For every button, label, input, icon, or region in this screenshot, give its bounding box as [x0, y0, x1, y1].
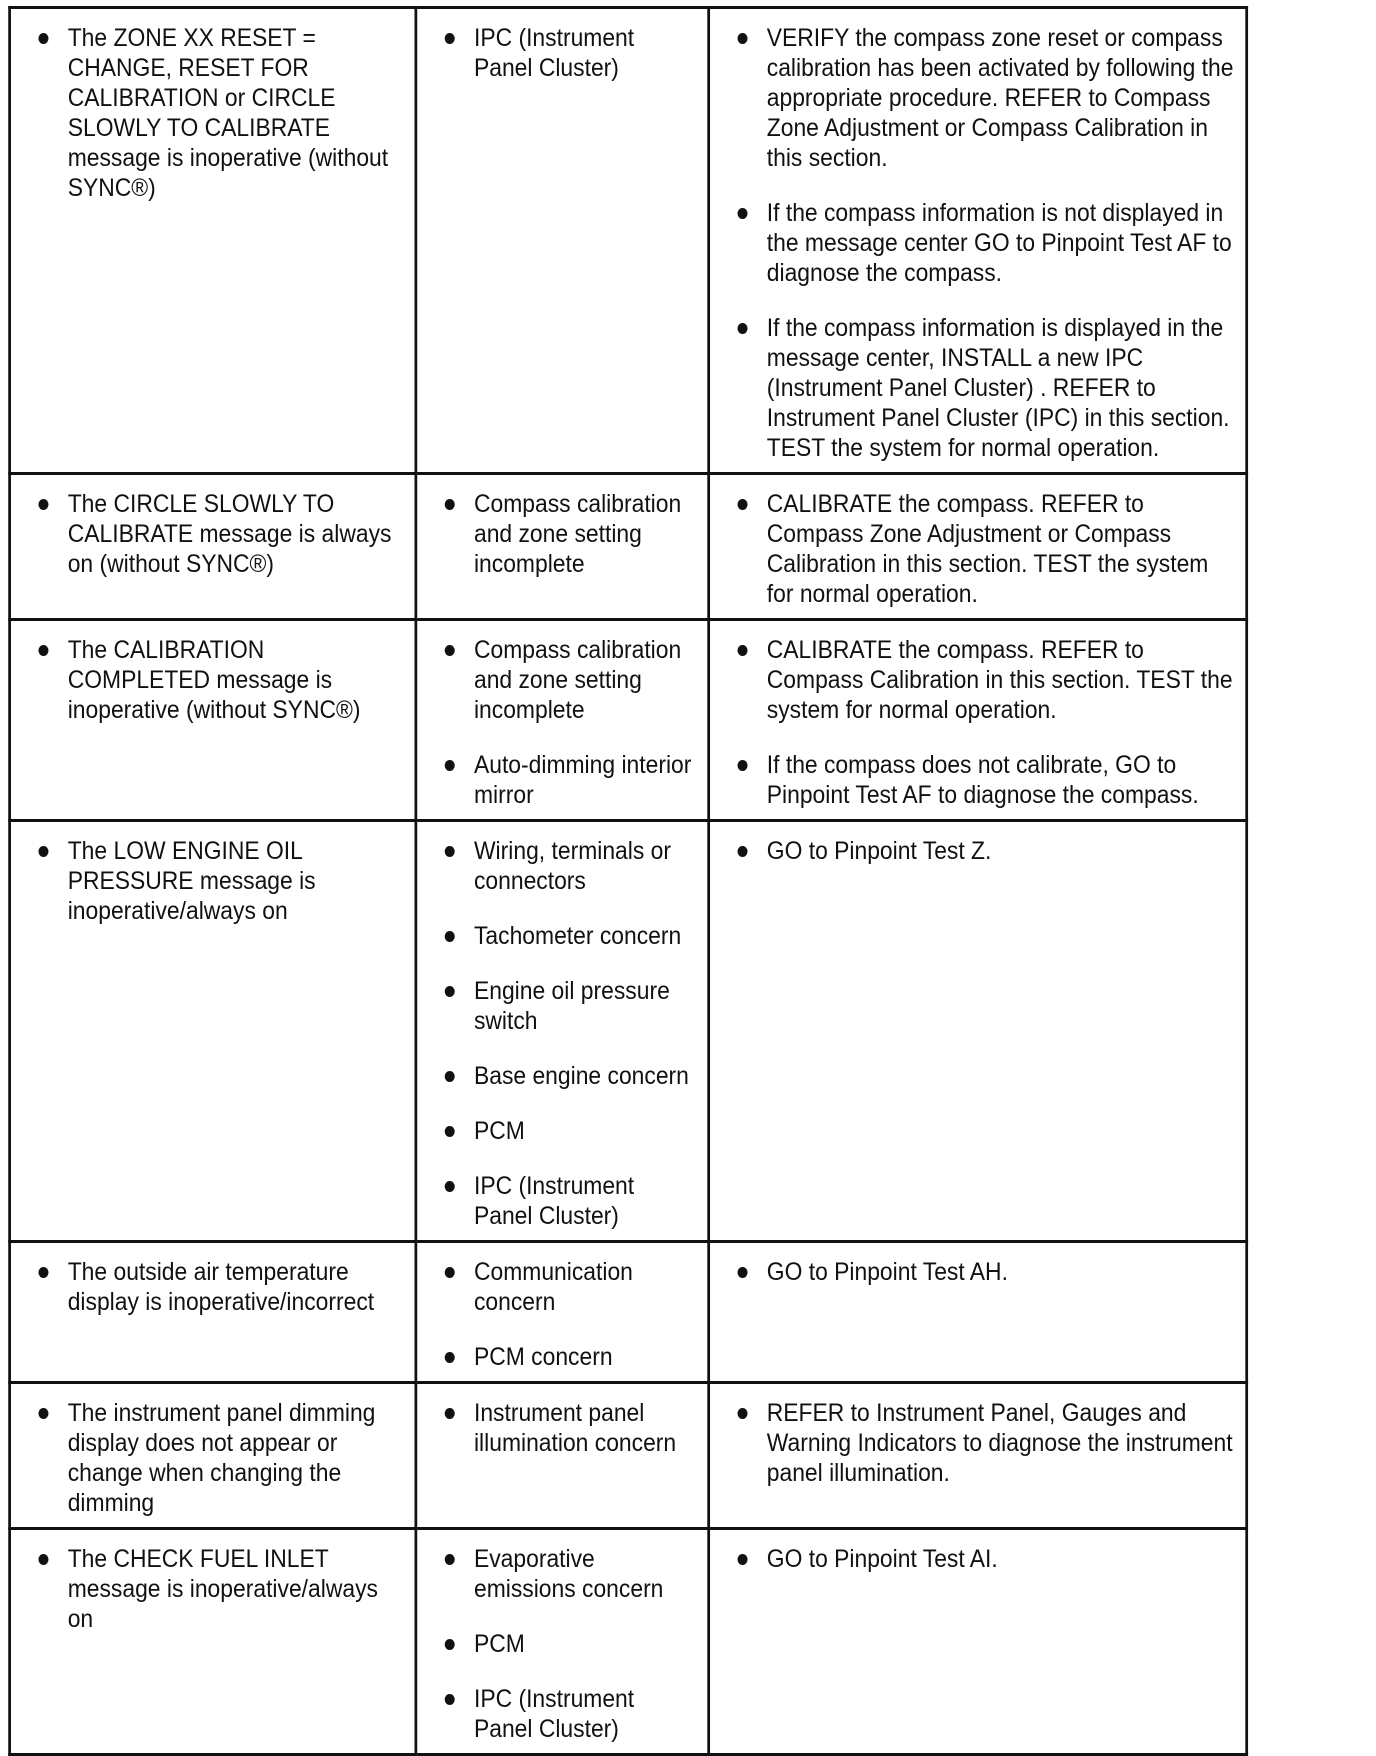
bullet-icon: [737, 1408, 747, 1419]
actions-list: [737, 1398, 1236, 1488]
bullet-icon: [445, 1126, 455, 1137]
bullet-icon: [737, 1554, 747, 1565]
item-text: IPC (Instrument Panel Cluster): [473, 24, 635, 82]
bullet-icon: [445, 986, 455, 997]
list-item: [38, 1257, 405, 1317]
table-row: [10, 1383, 1247, 1529]
causes-list: [445, 635, 698, 810]
possible-source-cell: [416, 1383, 709, 1529]
list-item: [38, 635, 405, 725]
bullet-icon: [445, 1181, 455, 1192]
symptom-chart-body: [10, 8, 1247, 1755]
list-item: [445, 1684, 698, 1744]
symptom-cell: [10, 474, 416, 620]
item-text: PCM concern: [473, 1343, 613, 1371]
item-text: IPC (Instrument Panel Cluster): [473, 1172, 635, 1230]
bullet-icon: [737, 645, 747, 656]
item-text: Instrument panel illumination concern: [473, 1399, 677, 1457]
list-item: [737, 1544, 1236, 1574]
table-row: [10, 8, 1247, 474]
table-row: [10, 821, 1247, 1242]
action-cell: [709, 821, 1247, 1242]
list-item: [445, 1061, 698, 1091]
symptom-list: [38, 1398, 405, 1518]
symptom-cell: [10, 1242, 416, 1383]
list-item: [737, 1257, 1236, 1287]
list-item: [38, 23, 405, 203]
symptom-cell: [10, 8, 416, 474]
list-item: [445, 921, 698, 951]
action-cell: [709, 8, 1247, 474]
bullet-icon: [737, 208, 747, 219]
list-item: [445, 1544, 698, 1604]
bullet-icon: [737, 846, 747, 857]
table-row: [10, 620, 1247, 821]
bullet-icon: [38, 1554, 48, 1565]
table-row: [10, 1242, 1247, 1383]
list-item: [445, 1257, 698, 1317]
item-text: Tachometer concern: [473, 922, 682, 950]
possible-source-cell: [416, 8, 709, 474]
item-text: If the compass information is not displayed in the message center GO to Pinpoint Test AF to diagnose the compass.: [766, 199, 1232, 287]
actions-list: [737, 836, 1236, 866]
list-item: [445, 750, 698, 810]
action-cell: [709, 474, 1247, 620]
list-item: [737, 313, 1236, 463]
action-cell: [709, 1529, 1247, 1755]
bullet-icon: [737, 499, 747, 510]
list-item: [737, 489, 1236, 609]
item-text: The CIRCLE SLOWLY TO CALIBRATE message is always on (without SYNC®): [67, 490, 392, 578]
symptom-list: [38, 836, 405, 926]
bullet-icon: [38, 1408, 48, 1419]
possible-source-cell: [416, 1529, 709, 1755]
bullet-icon: [445, 1554, 455, 1565]
bullet-icon: [445, 645, 455, 656]
bullet-icon: [38, 1267, 48, 1278]
table-row: [10, 474, 1247, 620]
bullet-icon: [445, 1639, 455, 1650]
bullet-icon: [737, 760, 747, 771]
item-text: Base engine concern: [473, 1062, 689, 1090]
item-text: IPC (Instrument Panel Cluster): [473, 1685, 635, 1743]
item-text: GO to Pinpoint Test AH.: [766, 1258, 1008, 1286]
table-row: [10, 1529, 1247, 1755]
symptom-list: [38, 1544, 405, 1634]
item-text: Communication concern: [473, 1258, 633, 1316]
item-text: If the compass does not calibrate, GO to Pinpoint Test AF to diagnose the compass.: [766, 751, 1199, 809]
list-item: [737, 836, 1236, 866]
bullet-icon: [38, 33, 48, 44]
bullet-icon: [445, 1694, 455, 1705]
item-text: PCM: [473, 1117, 525, 1145]
bullet-icon: [445, 33, 455, 44]
item-text: Compass calibration and zone setting incomplete: [473, 636, 682, 724]
list-item: [38, 1398, 405, 1518]
list-item: [737, 198, 1236, 288]
bullet-icon: [737, 33, 747, 44]
list-item: [737, 750, 1236, 810]
list-item: [445, 1398, 698, 1458]
item-text: Engine oil pressure switch: [473, 977, 670, 1035]
item-text: GO to Pinpoint Test Z.: [766, 837, 992, 865]
causes-list: [445, 1257, 698, 1372]
list-item: [737, 635, 1236, 725]
item-text: The instrument panel dimming display does not appear or change when changing the dimming: [67, 1399, 376, 1517]
symptom-list: [38, 23, 405, 203]
item-text: REFER to Instrument Panel, Gauges and Warning Indicators to diagnose the instrument panel illumination.: [766, 1399, 1233, 1487]
possible-source-cell: [416, 821, 709, 1242]
bullet-icon: [38, 499, 48, 510]
list-item: [38, 836, 405, 926]
item-text: CALIBRATE the compass. REFER to Compass Calibration in this section. TEST the system for normal operation.: [766, 636, 1233, 724]
item-text: Wiring, terminals or connectors: [473, 837, 671, 895]
symptom-list: [38, 1257, 405, 1317]
bullet-icon: [445, 1408, 455, 1419]
item-text: The CALIBRATION COMPLETED message is inoperative (without SYNC®): [67, 636, 361, 724]
item-text: GO to Pinpoint Test AI.: [766, 1545, 998, 1573]
symptom-chart-table: [8, 6, 1248, 1756]
list-item: [445, 1171, 698, 1231]
bullet-icon: [737, 323, 747, 334]
causes-list: [445, 23, 698, 83]
symptom-cell: [10, 620, 416, 821]
item-text: The CHECK FUEL INLET message is inoperative/always on: [67, 1545, 378, 1633]
causes-list: [445, 1544, 698, 1744]
causes-list: [445, 489, 698, 579]
list-item: [445, 1116, 698, 1146]
bullet-icon: [38, 645, 48, 656]
actions-list: [737, 1257, 1236, 1287]
symptom-list: [38, 489, 405, 579]
actions-list: [737, 23, 1236, 463]
item-text: Auto-dimming interior mirror: [473, 751, 692, 809]
action-cell: [709, 620, 1247, 821]
bullet-icon: [445, 846, 455, 857]
action-cell: [709, 1383, 1247, 1529]
actions-list: [737, 489, 1236, 609]
list-item: [445, 489, 698, 579]
list-item: [445, 635, 698, 725]
symptom-cell: [10, 1529, 416, 1755]
bullet-icon: [38, 846, 48, 857]
item-text: VERIFY the compass zone reset or compass calibration has been activated by following the appropriate procedure. REFER to Compass Zone Adjustment or Compass Calibration in this section.: [766, 24, 1234, 172]
item-text: Compass calibration and zone setting incomplete: [473, 490, 682, 578]
list-item: [38, 1544, 405, 1634]
item-text: CALIBRATE the compass. REFER to Compass Zone Adjustment or Compass Calibration in this section. TEST the system for normal operation.: [766, 490, 1209, 608]
actions-list: [737, 1544, 1236, 1574]
possible-source-cell: [416, 620, 709, 821]
bullet-icon: [445, 1267, 455, 1278]
symptom-cell: [10, 1383, 416, 1529]
list-item: [445, 1342, 698, 1372]
action-cell: [709, 1242, 1247, 1383]
causes-list: [445, 836, 698, 1231]
item-text: If the compass information is displayed in the message center, INSTALL a new IPC (Instrument Panel Cluster) . REFER to Instrument Panel Cluster (IPC) in this section. TEST the system for normal operation.: [766, 314, 1230, 462]
bullet-icon: [445, 760, 455, 771]
bullet-icon: [445, 1071, 455, 1082]
item-text: The ZONE XX RESET = CHANGE, RESET FOR CALIBRATION or CIRCLE SLOWLY TO CALIBRATE message is inoperative (without SYNC®): [67, 24, 389, 202]
possible-source-cell: [416, 474, 709, 620]
symptom-list: [38, 635, 405, 725]
list-item: [445, 23, 698, 83]
actions-list: [737, 635, 1236, 810]
list-item: [445, 1629, 698, 1659]
item-text: Evaporative emissions concern: [473, 1545, 664, 1603]
list-item: [737, 23, 1236, 173]
bullet-icon: [445, 1352, 455, 1363]
possible-source-cell: [416, 1242, 709, 1383]
symptom-cell: [10, 821, 416, 1242]
item-text: The LOW ENGINE OIL PRESSURE message is inoperative/always on: [67, 837, 316, 925]
bullet-icon: [737, 1267, 747, 1278]
causes-list: [445, 1398, 698, 1458]
list-item: [38, 489, 405, 579]
item-text: PCM: [473, 1630, 525, 1658]
bullet-icon: [445, 931, 455, 942]
list-item: [445, 836, 698, 896]
item-text: The outside air temperature display is inoperative/incorrect: [67, 1258, 375, 1316]
list-item: [737, 1398, 1236, 1488]
bullet-icon: [445, 499, 455, 510]
list-item: [445, 976, 698, 1036]
